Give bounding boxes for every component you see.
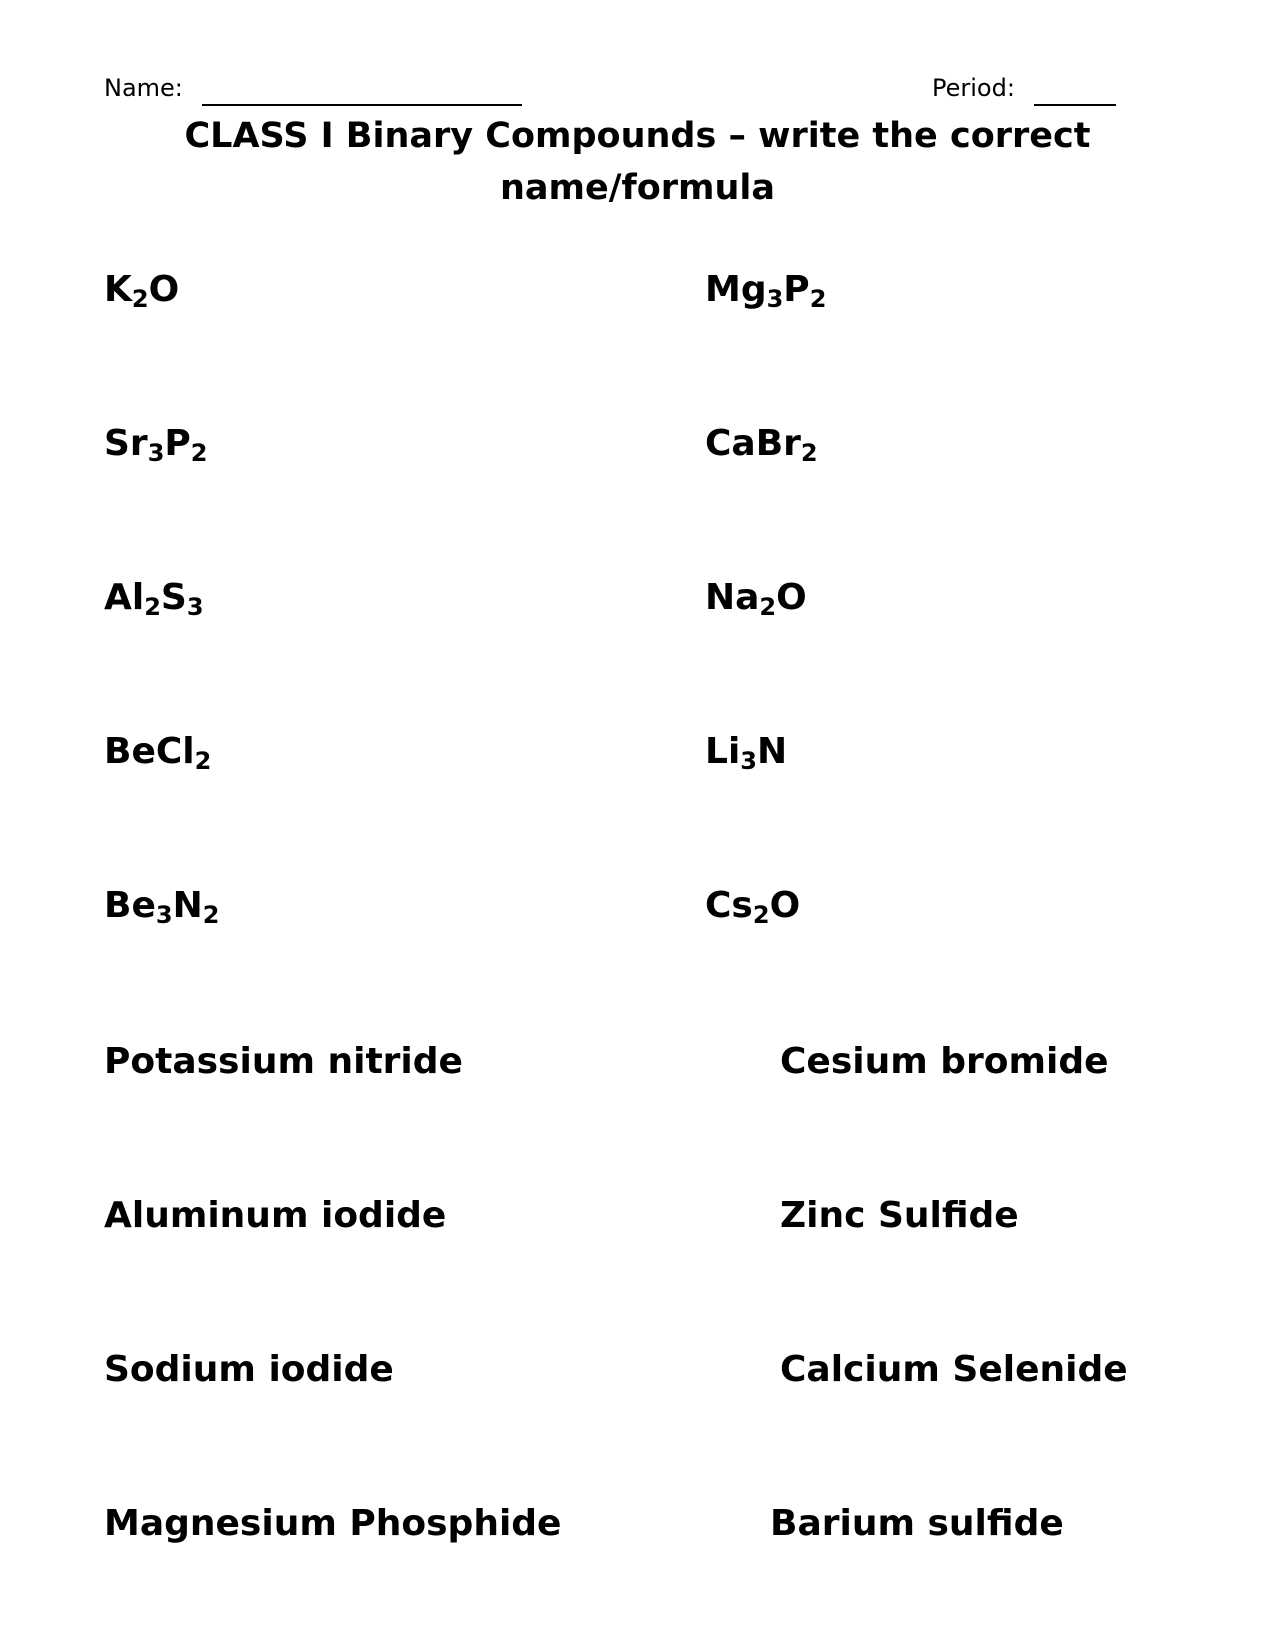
formula-item: $K_2O$: [104, 269, 180, 313]
name-label: Name:: [104, 74, 183, 102]
compound-name: Zinc Sulfide: [780, 1195, 1019, 1236]
compound-name: Sodium iodide: [104, 1349, 394, 1390]
name-blank-line[interactable]: [202, 104, 522, 106]
compound-name: Potassium nitride: [104, 1041, 463, 1082]
formula-item: $Be_3N_2$: [104, 885, 220, 929]
period-blank-line[interactable]: [1034, 104, 1116, 106]
title-line-2: name/formula: [499, 168, 776, 208]
formula-item: $Sr_3P_2$: [104, 423, 208, 467]
worksheet-title: [0, 110, 1275, 214]
formula-item: $Li_3N$: [705, 731, 788, 775]
title-line-1: CLASS I Binary Compounds – write the correct: [184, 116, 1091, 156]
formula-item: $Cs_2O$: [705, 885, 801, 929]
worksheet-header: [104, 74, 1124, 110]
compound-name: Calcium Selenide: [780, 1349, 1128, 1390]
formula-item: BeCl$_2$: [104, 731, 212, 775]
compound-name: Aluminum iodide: [104, 1195, 447, 1236]
formula-item: $Al_2S_3$: [104, 577, 204, 621]
compound-name: Barium sulfide: [770, 1503, 1064, 1544]
formula-item: CaBr$_2$: [705, 423, 818, 467]
period-label: Period:: [932, 74, 1015, 102]
compound-name: Magnesium Phosphide: [104, 1503, 562, 1544]
formula-item: $Na_2O$: [705, 577, 807, 621]
formula-item: $Mg_3P_2$: [705, 269, 827, 313]
compound-name: Cesium bromide: [780, 1041, 1109, 1082]
